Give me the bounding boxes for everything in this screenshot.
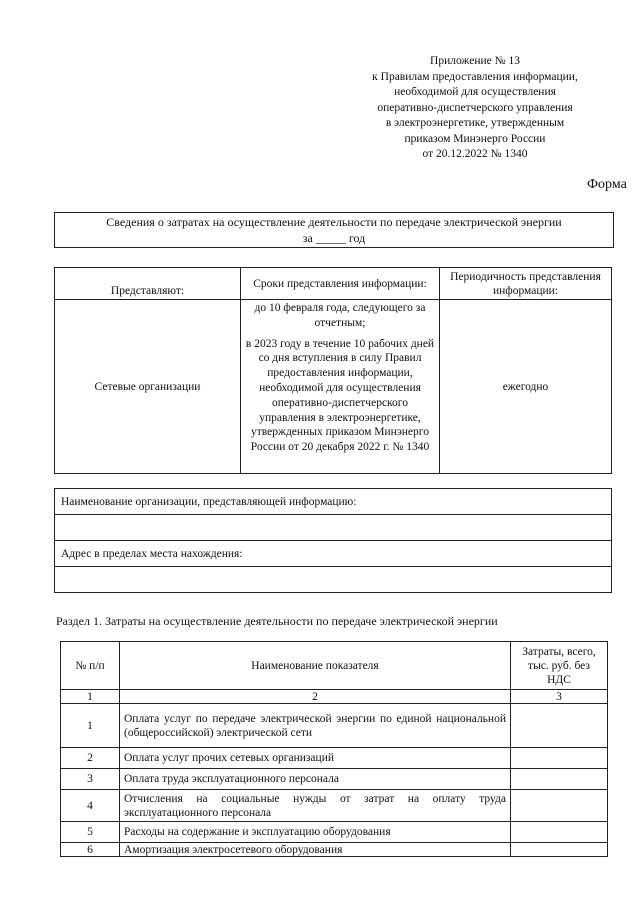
appendix-header xyxy=(330,54,620,163)
document-title-year: за _____ год xyxy=(302,231,366,245)
row-name: Оплата услуг по передаче электрической энергии по единой национальной (общероссийской) электрической сети xyxy=(120,704,511,748)
row-value[interactable] xyxy=(511,822,608,843)
row-num: 6 xyxy=(61,843,120,857)
header-cost: Затраты, всего, тыс. руб. без НДС xyxy=(511,642,608,690)
document-title: Сведения о затратах на осуществление деятельности по передаче электрической энергии xyxy=(106,215,562,229)
header-line: от 20.12.2022 № 1340 xyxy=(422,148,528,160)
org-name-label: Наименование организации, представляющей информацию: xyxy=(55,489,612,515)
header-line: необходимой для осуществления xyxy=(394,86,556,98)
header-periodicity: Периодичность представления информации: xyxy=(440,268,612,300)
row-num: 3 xyxy=(61,769,120,790)
deadline-1: до 10 февраля года, следующего за отчетным; xyxy=(254,302,426,329)
header-name: Наименование показателя xyxy=(120,642,511,690)
organization-table xyxy=(54,488,612,593)
address-label: Адрес в пределах места нахождения: xyxy=(55,541,612,567)
row-num: 5 xyxy=(61,822,120,843)
row-value[interactable] xyxy=(511,704,608,748)
row-name: Оплата труда эксплуатационного персонала xyxy=(120,769,511,790)
table-row xyxy=(61,790,608,822)
header-line: оперативно-диспетчерского управления xyxy=(377,101,573,114)
address-field[interactable] xyxy=(55,567,612,593)
header-deadline: Сроки представления информации: xyxy=(241,268,440,300)
header-line: Приложение № 13 xyxy=(430,55,520,67)
periodicity-cell: ежегодно xyxy=(440,300,612,474)
col-number: 2 xyxy=(120,690,511,704)
info-table xyxy=(54,267,612,474)
header-who: Представляют: xyxy=(55,268,241,300)
row-name: Расходы на содержание и эксплуатацию оборудования xyxy=(120,822,511,843)
row-num: 4 xyxy=(61,790,120,822)
table-row xyxy=(61,704,608,748)
row-value[interactable] xyxy=(511,790,608,822)
row-name: Амортизация электросетевого оборудования xyxy=(120,843,511,857)
row-value[interactable] xyxy=(511,843,608,857)
row-num: 1 xyxy=(61,704,120,748)
table-row xyxy=(61,822,608,843)
section-title: Раздел 1. Затраты на осуществление деятельности по передаче электрической энергии xyxy=(56,614,498,628)
form-label: Форма xyxy=(587,177,627,192)
col-number: 1 xyxy=(61,690,120,704)
row-name: Отчисления на социальные нужды от затрат на оплату труда эксплуатационного персонала xyxy=(120,790,511,822)
header-line: к Правилам предоставления информации, xyxy=(372,70,578,83)
table-row xyxy=(61,769,608,790)
org-name-field[interactable] xyxy=(55,515,612,541)
header-num: № п/п xyxy=(61,642,120,690)
document-title-box xyxy=(54,212,614,248)
row-num: 2 xyxy=(61,748,120,769)
header-line: приказом Минэнерго России xyxy=(404,132,546,145)
header-line: в электроэнергетике, утвержденным xyxy=(385,117,565,129)
row-value[interactable] xyxy=(511,769,608,790)
who-cell: Сетевые организации xyxy=(55,300,241,474)
col-number: 3 xyxy=(511,690,608,704)
deadline-cell xyxy=(241,300,440,474)
table-row xyxy=(61,843,608,857)
table-row xyxy=(61,748,608,769)
cost-table xyxy=(60,641,608,857)
row-value[interactable] xyxy=(511,748,608,769)
deadline-2: в 2023 году в течение 10 рабочих дней со дня вступления в силу Правил предоставления информации, необходимой для осуществления оперативно-диспетчерского управления в электроэнергетике, утвержденных приказом Минэнерго России от 20 декабря 2022 г. № 1340 xyxy=(245,337,435,454)
row-name: Оплата услуг прочих сетевых организаций xyxy=(120,748,511,769)
